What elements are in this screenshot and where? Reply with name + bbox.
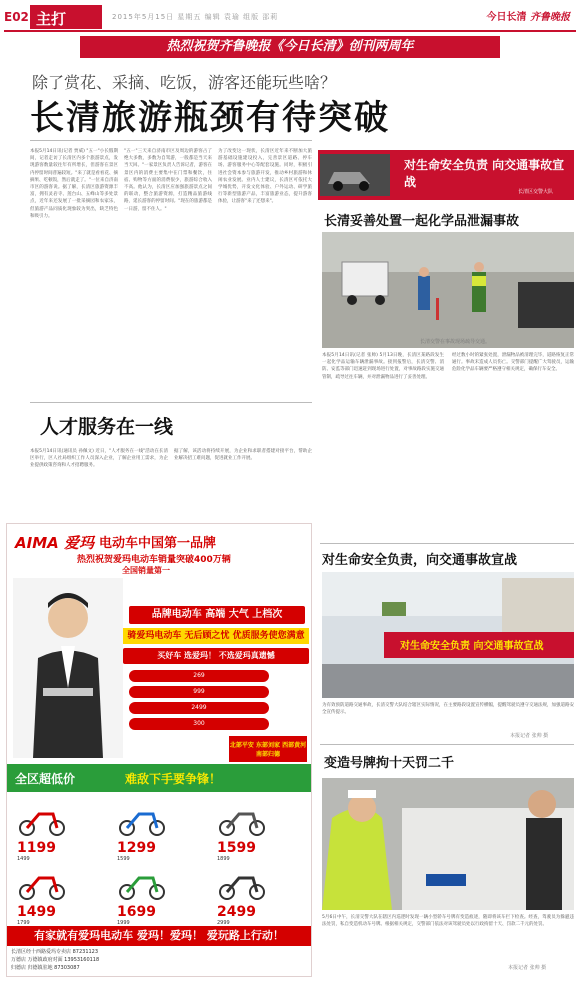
masthead-brand [487,8,570,23]
product-was: 1799 [17,920,30,926]
story2-photo [322,572,574,698]
advertisement [6,523,312,977]
product-price: 1299 [117,840,156,856]
story1-caption: 长清交警在事故现场疏导交通。 [420,339,491,345]
product-price: 1499 [17,904,56,920]
police-road-scene-icon [322,232,574,348]
section-label: 主打 [30,5,102,29]
lead-headline: 长清旅游瓶颈有待突破 [30,98,390,138]
ad-model-photo [13,578,123,758]
lead-kicker: 除了赏花、采摘、吃饭，游客还能玩些啥？ [32,73,337,92]
anniversary-banner: 热烈祝贺齐鲁晚报《今日长清》创刊两周年 [80,36,500,58]
price-value: 2499 [191,704,207,711]
ad-slogan-2: 骑爱玛电动车 无后顾之忧 优质服务使您满意 [123,628,309,644]
story3-photo [322,778,574,910]
product-was: 1599 [117,856,130,862]
page-number: E02 [4,10,29,24]
address-line: 归德店 归德镇驻地 87303087 [11,965,80,971]
ad-slogan-1: 品牌电动车 高端 大气 上档次 [129,606,305,624]
price-value: 999 [193,688,205,695]
issue-meta: 2015年5月15日 星期五 编辑 袁瑜 组版 邵莉 [112,13,279,21]
lead-column-3: 为了改变这一现状，长清区近年来不断加大旅游基础设施建设投入，完善景区道路、停车场、游客服务中心等配套设施。同时，积极引进社会资本参与旅游开发，推动乡村旅游和休闲农业发展。业内人士建议，长清区可依托大学城优势，开发文化体验、户外运动、研学旅行等新型旅游产品，丰富旅游业态，提升游客体验，让游客"来了还想来"。 [218,149,312,205]
product-was: 1499 [17,856,30,862]
address-line: 万德店 万德镇政府对面 13953160118 [11,957,100,963]
scooter-icon [17,860,67,900]
product-was: 2999 [217,920,230,926]
lead-column-2: "五一"三天来自济南市区及周边的游客占了绝大多数，多数为自驾游，一般都是当天来当天回。"一家景区负责人告诉记者，游客在景区内的消费主要集中在门票和餐饮，住宿、购物等方面的消费很少，旅游综合收入不高。他认为，长清区应加强旅游景点之间的联动，整合旅游资源，打造精品旅游线路，延长游客的停留时间。"现在的旅游都是一日游，留不住人。" [124,149,212,212]
product-was: 1999 [117,920,130,926]
scooter-icon [217,796,267,836]
story3-byline: 本报记者 张帅 摄 [508,965,547,971]
promo-sub: 长清区交警大队 [518,189,554,195]
ad-subtitle-2: 全国销量第一 [122,566,170,575]
price-value: 269 [193,672,205,679]
price-tier-1 [129,670,269,682]
address-line: 长清区经十西路爱玛专卖店 87231123 [11,949,99,955]
story2-byline: 本报记者 张帅 摄 [510,733,549,739]
product-was: 1899 [217,856,230,862]
price-tier-3 [129,702,269,714]
talent-column-2: 据了解，该活动将持续开展，为企业和求职者搭建对接平台，帮助企业解决招工难问题，促进就业工作开展。 [174,449,312,462]
divider [30,402,312,403]
scooter-icon [117,860,167,900]
header-rule [4,30,576,32]
product-price: 1199 [17,840,56,856]
story2-caption: 为有效预防道路交通事故，长清交警大队结合辖区实际情况，在主要路段设置宣传横幅，提醒驾驶员遵守交通法规，加强道路安全宣传提示。 [322,703,574,716]
product-price: 1599 [217,840,256,856]
story1-photo [322,232,574,348]
ad-green-right: 难敌下手要争锋！ [125,772,222,786]
ad-promo-block [119,576,311,761]
story3-headline: 变造号牌拘十天罚二千 [324,756,455,771]
ad-logo: AIMA 爱玛 [15,534,94,552]
scooter-icon [117,796,167,836]
ad-subtitle: 热烈祝贺爱玛电动车销量突破400万辆 [77,555,231,565]
divider [30,140,312,141]
ad-address-list [11,948,307,972]
story1-column-2: 经过数小时的紧张处置，泄漏物品被清理完毕，道路恢复正常通行。事故未造成人员伤亡。交警部门提醒广大驾驶员，运输危险化学品车辆要严格遵守相关规定，确保行车安全。 [452,353,574,373]
ad-footer-slogan: 有家就有爱玛电动车 爱玛！爱玛！ 爱玩路上行动！ [7,926,311,946]
safety-promo [318,150,574,200]
price-value: 300 [193,720,205,727]
ad-title: 电动车中国第一品牌 [99,536,217,551]
talent-headline: 人才服务在一线 [40,416,174,438]
price-tier-4 [129,718,269,730]
police-plate-check-icon [322,778,574,910]
product-price: 1699 [117,904,156,920]
product-price: 2499 [217,904,256,920]
story1-column-1: 本报5月14日讯(记者 张帅) 5月13日晚，长清区某路段发生一起化学品运输车辆泄漏事故。接到报警后，长清交警、消防、安监等部门迅速赶到现场进行处置，对事故路段实施交通管制，疏导过往车辆，并对泄漏物品进行了妥善处理。 [322,353,444,380]
scooter-icon [17,796,67,836]
ad-buy-line: 买好车 选爱玛！ 不选爱玛真遗憾 [123,648,309,664]
model-figure-icon [13,578,123,758]
brand-name: 今日长清 [486,12,527,23]
divider [320,744,574,745]
street-banner-text: 对生命安全负责 向交通事故宣战 [400,641,544,652]
stores-badge: 北部平安 东部刘家 西部黄河 南部归德 [229,736,307,762]
lead-column-1: 本报5月14日讯(记者 贾威) "五一"小长假期间，记者走访了长清区内多个旅游景点，发现游客数量较往年有所增长，但游客在景区内停留时间普遍较短。"来了就是看看花、摘摘果、吃顿饭，然后就走了。"一位来自济南市区的游客说。据了解，长清区旅游资源丰富，拥有灵岩寺、莲台山、五峰山等多处景点，近年来还发展了一批采摘园和农家乐，但旅游产品同质化现象较为突出，缺乏特色和吸引力。 [30,149,118,219]
ad-green-left: 全区超低价 [15,772,76,786]
story3-text: 5月6日中午，长清交警大队在辖区内巡逻时发现一辆小型轿车号牌有变造痕迹，随即将该车拦下检查。经查，驾驶员为躲避违法处罚，私自变造机动车号牌。根据相关规定，交警部门依法对该驾驶员处以行政拘留十天、罚款二千元的处罚。 [322,915,574,928]
brand-mark: 齐鲁晚报 [530,12,570,23]
divider [320,543,574,544]
talent-column-1: 本报5月14日讯(通讯员 孙佩文) 近日，"人才服务在一线"活动在长清区举行，区人社局组织工作人员深入企业，了解企业用工需求，为企业提供政策咨询和人才招聘服务。 [30,449,168,469]
scooter-icon [217,860,267,900]
story2-headline: 对生命安全负责，向交通事故宣战 [322,553,518,568]
street-banner-scene-icon [322,572,574,698]
story1-headline: 长清妥善处置一起化学品泄漏事故 [324,214,520,229]
car-crash-icon [320,154,390,196]
promo-title: 对生命安全负责 向交通事故宣战 [404,158,565,189]
price-tier-2 [129,686,269,698]
